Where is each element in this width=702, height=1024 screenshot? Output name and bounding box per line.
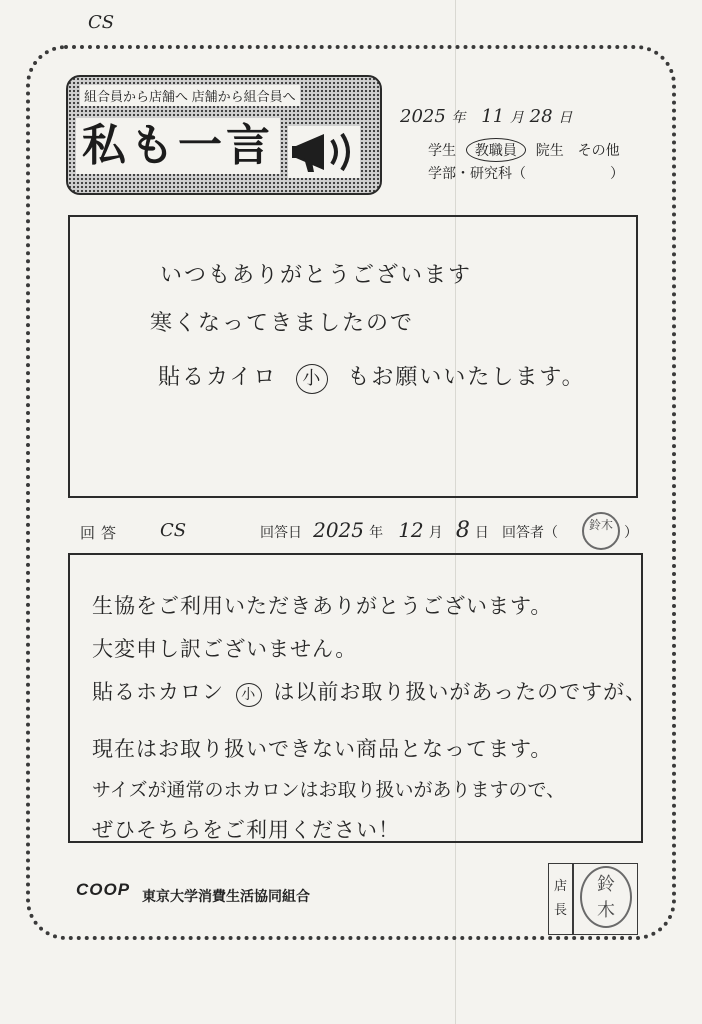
role-staff-circled: 教職員: [466, 138, 526, 162]
answer-line-4: 現在はお取り扱いできない商品となってます。: [92, 737, 553, 761]
message-line-3: [158, 360, 586, 394]
message-size-circled: 小: [296, 364, 328, 394]
date-day: 28: [529, 106, 553, 127]
faculty-field: 学部・研究科（ ）: [428, 165, 624, 181]
top-mark: CS: [88, 12, 115, 33]
message-line-2: 寒くなってきましたので: [150, 311, 415, 336]
role-other: その他: [577, 142, 620, 158]
answer-date-label: 回答日: [260, 524, 302, 540]
answer-label: 回答: [80, 525, 123, 542]
org-name: 東京大学消費生活協同組合: [142, 888, 310, 904]
answer-line-3-b: は以前お取り扱いがあったのですが、: [273, 680, 648, 704]
answer-size-circled: 小: [236, 683, 262, 707]
answer-year-unit: 年: [369, 524, 384, 540]
responder-close: ）: [624, 524, 638, 540]
message-line-1: いつもありがとうございます: [160, 263, 473, 288]
message-line-3-a: 貼るカイロ: [158, 365, 278, 390]
answer-date-row: [260, 518, 558, 543]
date-day-unit: 日: [558, 109, 573, 125]
coop-logo: COOP: [76, 880, 131, 899]
answer-line-3-a: 貼るホカロン: [92, 680, 224, 704]
answer-line-1: 生協をご利用いただきありがとうございます。: [92, 594, 553, 618]
answer-line-5: サイズが通常のホカロンはお取り扱いがありますので、: [92, 779, 566, 801]
role-grad: 院生: [535, 142, 564, 158]
answer-year: 2025: [313, 518, 364, 542]
answer-mark: CS: [160, 520, 187, 541]
date-month-unit: 月: [509, 109, 524, 125]
responder-seal-text: 鈴木: [588, 518, 613, 532]
manager-label: 店長: [554, 878, 568, 917]
answer-month: 12: [398, 518, 424, 542]
banner-title: 私も一言: [76, 118, 280, 174]
answer-line-6: ぜひそちらをご利用ください！: [92, 818, 400, 842]
date-month: 11: [481, 106, 505, 127]
answer-line-2: 大変申し訳ございません。: [92, 637, 358, 661]
manager-stamp-divider: [572, 863, 574, 935]
role-options: [428, 138, 620, 162]
message-line-3-b: もお願いいたします。: [347, 365, 586, 390]
date-year-unit: 年: [451, 109, 466, 125]
megaphone-icon: [288, 126, 360, 178]
manager-seal-text: 鈴木: [597, 874, 615, 921]
responder-label: 回答者（: [502, 524, 559, 540]
responder-seal: [582, 512, 620, 550]
date-year: 2025: [400, 106, 446, 127]
answer-month-unit: 月: [428, 524, 443, 540]
answer-day: 8: [455, 518, 470, 543]
header-date: [400, 106, 572, 127]
role-student: 学生: [428, 142, 456, 158]
banner-subtitle: 組合員から店舗へ 店舗から組合員へ: [80, 85, 300, 106]
manager-seal: [580, 866, 632, 928]
answer-line-3: [92, 676, 647, 707]
answer-day-unit: 日: [474, 524, 489, 540]
